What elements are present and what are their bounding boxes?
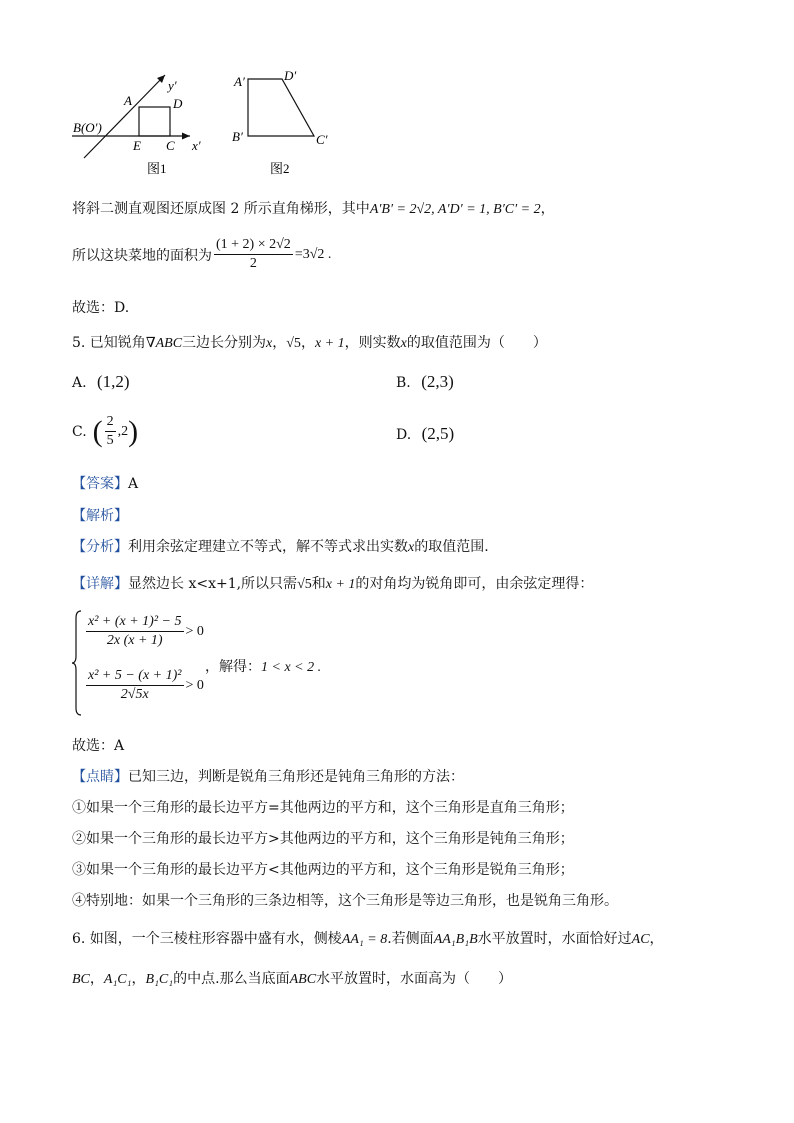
q4-line1: 将斜二测直观图还原成图 2 所示直角梯形，其中A′B′ = 2√2, A′D′ = 1, B′C′ = 2， [72, 201, 555, 217]
inequality-1: $\frac{\text{x² + (x + 1)² − 5}}{2x (x + 1)}$ > 0 [88, 614, 204, 649]
fig2-label-A: A′ [234, 74, 245, 89]
q5-stem: 5. 已知锐角∇ABC三边长分别为x，√5，x + 1，则实数x的取值范围为（ ） [72, 335, 547, 351]
square-AEDC [139, 107, 170, 136]
q5-dianjing: 【点睛】已知三边，判断是锐角三角形还是钝角三角形的方法： [72, 769, 464, 785]
q5-option-d[interactable]: D. (2,5) [396, 424, 455, 443]
q4-line2: 所以这块菜地的面积为 $\frac{(1 + 2) \times 2√2}{2}$ =3√2 . [72, 237, 332, 272]
trapezoid-ABCD [248, 79, 314, 136]
figure-1 [72, 75, 201, 176]
fig2-caption: 图2 [270, 161, 290, 176]
fig1-label-C: C [166, 138, 175, 153]
fig2-label-B: B′ [232, 129, 243, 144]
x-axis-arrow [182, 133, 190, 140]
q5-option-a[interactable]: A. (1,2) [72, 372, 130, 391]
fig1-label-A: A [124, 93, 132, 108]
q5-answer: 【答案】A [72, 476, 139, 492]
y-axis [84, 75, 165, 158]
fig1-label-y: y′ [168, 78, 177, 93]
q5-option-c-fraction: $\frac{2}{5}$ [106, 414, 114, 449]
q5-option-b[interactable]: B. (2,3) [396, 372, 454, 391]
q5-rule-4: ④特别地：如果一个三角形的三条边相等，这个三角形是等边三角形，也是锐角三角形。 [72, 893, 618, 909]
q5-analysis-heading: 【解析】 [72, 508, 128, 524]
fig2-label-D: D′ [284, 70, 297, 83]
q4-area-fraction: $\frac{(1 + 2) \times 2√2}{2}$ [216, 237, 291, 272]
inequality-2: $\frac{\text{x² + 5 − (x + 1)²}}{2√5x}$ > 0 [88, 668, 204, 703]
figure-diagrams [60, 70, 350, 180]
fig1-label-x: x′ [192, 138, 201, 153]
q5-fenxi: 【分析】利用余弦定理建立不等式，解不等式求出实数x的取值范围. [72, 539, 489, 555]
fig1-label-D: D [173, 96, 183, 111]
fig1-caption: 图1 [147, 161, 167, 176]
q6-line2: BC，A₁C₁，B₁C₁的中点.那么当底面ABC水平放置时，水面高为（ ） [72, 971, 513, 987]
q5-rule-1: ①如果一个三角形的最长边平方=其他两边的平方和，这个三角形是直角三角形； [72, 800, 574, 816]
figure-2 [232, 70, 328, 176]
q6-line1: 6. 如图，一个三棱柱形容器中盛有水，侧棱AA₁ = 8.若侧面AA₁B₁B水平放置时，水面恰好过AC， [72, 931, 664, 947]
left-brace [72, 610, 82, 716]
q4-answer: 故选：D. [72, 300, 130, 316]
fig1-label-B: B(O′) [73, 120, 102, 135]
q5-rule-3: ③如果一个三角形的最长边平方<其他两边的平方和，这个三角形是锐角三角形； [72, 862, 574, 878]
q5-option-c[interactable]: C. ( $\frac{2}{5}$ ,2 ) [72, 414, 139, 449]
q5-rule-2: ②如果一个三角形的最长边平方>其他两边的平方和，这个三角形是钝角三角形； [72, 831, 574, 847]
fig1-label-E: E [133, 138, 141, 153]
q4-given-lengths: A′B′ = 2√2, A′D′ = 1, B′C′ = 2 [369, 202, 541, 217]
q5-xiangjie: 【详解】显然边长 x<x+1,所以只需√5和x + 1的对角均为锐角即可，由余弦定理得： [72, 576, 594, 592]
fig2-label-C: C′ [316, 132, 328, 147]
q5-choose: 故选：A [72, 738, 125, 754]
q5-solution: ，解得：1 < x < 2 . [205, 659, 322, 675]
